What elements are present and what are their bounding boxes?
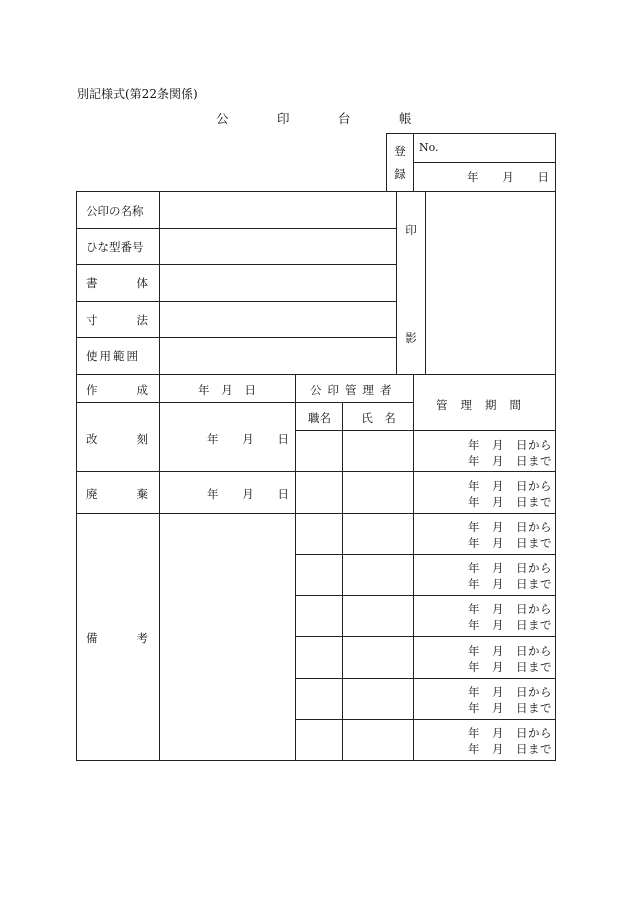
period-to: 年 月 日まで: [468, 660, 552, 674]
seal-manager-header: 公印管理者: [310, 383, 398, 397]
typeface-label: 書 体: [86, 276, 148, 290]
month-unit: 月: [221, 383, 233, 397]
registration-number-label: No.: [419, 141, 439, 154]
period-from: 年 月 日から: [468, 520, 552, 534]
form-reference: 別記様式(第22条関係): [77, 87, 198, 101]
month-unit: 月: [242, 432, 254, 446]
name-header: 氏 名: [361, 411, 396, 425]
management-period-header: 管理期間: [436, 398, 534, 412]
day-unit: 日: [244, 383, 256, 397]
period-from: 年 月 日から: [468, 561, 552, 575]
period-to: 年 月 日まで: [468, 495, 552, 509]
day-unit: 日: [537, 170, 549, 184]
created-label: 作 成: [86, 383, 148, 397]
year-unit: 年: [467, 170, 479, 184]
revision-date: [207, 431, 289, 447]
month-unit: 月: [502, 170, 514, 184]
day-unit: 日: [277, 432, 289, 446]
disposal-date: [207, 486, 289, 502]
revision-label: 改 刻: [86, 432, 148, 446]
period-from: 年 月 日から: [468, 602, 552, 616]
period-from: 年 月 日から: [468, 685, 552, 699]
registration-date: [467, 169, 549, 185]
period-to: 年 月 日まで: [468, 577, 552, 591]
period-from: 年 月 日から: [468, 644, 552, 658]
period-to: 年 月 日まで: [468, 742, 552, 756]
impression-label-bottom: 影: [405, 331, 417, 345]
period-to: 年 月 日まで: [468, 536, 552, 550]
period-to: 年 月 日まで: [468, 454, 552, 468]
year-unit: 年: [207, 432, 219, 446]
registration-label-bottom: 録: [394, 167, 406, 181]
disposal-label: 廃 棄: [86, 487, 148, 501]
seal-name-label: 公印の名称: [86, 204, 144, 218]
period-from: 年 月 日から: [468, 438, 552, 452]
day-unit: 日: [277, 487, 289, 501]
job-title-header: 職名: [308, 411, 331, 425]
impression-label-top: 印: [405, 223, 417, 237]
created-date: [198, 382, 256, 398]
dimensions-label: 寸 法: [86, 313, 148, 327]
period-to: 年 月 日まで: [468, 701, 552, 715]
page-title: 公 印 台 帳: [216, 111, 430, 126]
template-number-label: ひな型番号: [86, 240, 144, 254]
period-from: 年 月 日から: [468, 479, 552, 493]
year-unit: 年: [207, 487, 219, 501]
usage-scope-label: 使用範囲: [86, 349, 140, 363]
registration-label-top: 登: [394, 144, 406, 158]
period-to: 年 月 日まで: [468, 618, 552, 632]
period-from: 年 月 日から: [468, 726, 552, 740]
year-unit: 年: [198, 383, 210, 397]
remarks-label: 備 考: [86, 631, 148, 645]
month-unit: 月: [242, 487, 254, 501]
